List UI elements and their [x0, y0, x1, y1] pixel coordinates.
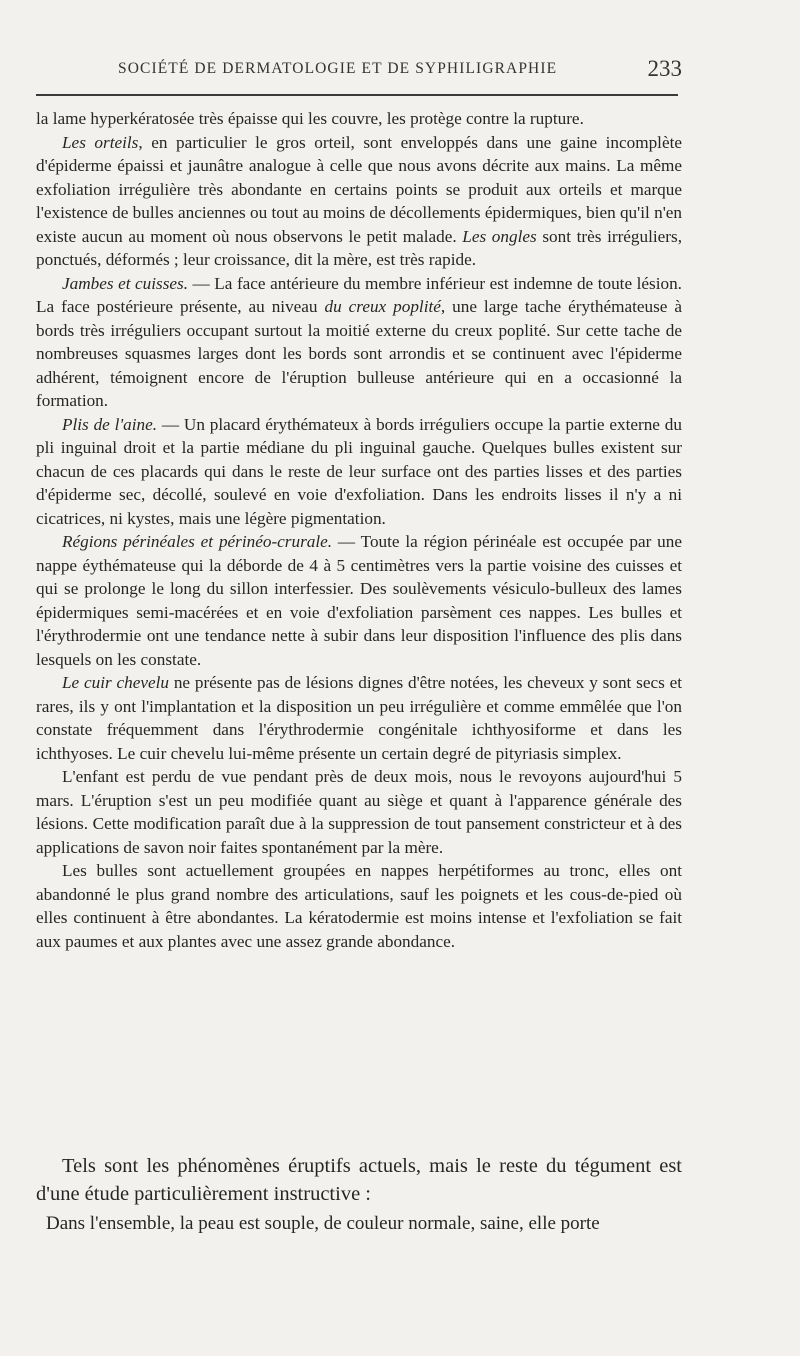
large-text-block: [36, 1152, 682, 1208]
paragraph-jambes: [36, 272, 682, 413]
paragraph-lead: Régions périnéales et périnéo-crurale.: [62, 532, 333, 551]
header-rule: [36, 94, 678, 96]
paragraph-emphasis: du creux poplité: [324, 297, 441, 316]
paragraph-lead: Le cuir chevelu: [62, 673, 169, 692]
paragraph-aine: [36, 413, 682, 531]
running-head: [36, 58, 682, 88]
paragraph-text: ne présente pas de lésions dignes d'être notées, les cheveux y sont secs et rares, ils y ont l'implantation et la disposition un peu irrégulière et comme emmêlée que l'on constate fréquemment dans l'érythrodermie congénitale ichthyosiforme et dans les ichthyoses. Le cuir chevelu lui-même présente un certain degré de pityriasis simplex.: [36, 673, 682, 763]
paragraph-text: — Toute la région périnéale est occupée par une nappe éythémateuse qui la déborde de 4 à 5 centimètres vers la partie voisine des cuisses et qui se prolonge le long du sillon interfessier. Des soulèvements vésiculo-bulleux des lames épidermiques semi-macérées et en voie d'exfoliation parsèment ces nappes. Les bulles et l'érythrodermie ont une tendance nette à subir dans leur disposition l'influence des plis dans lesquels on les constate.: [36, 532, 682, 669]
page-number: 233: [647, 56, 682, 81]
paragraph-text: , en particulier le gros orteil, sont enveloppés dans une gaine incomplète d'épiderme épaissi et jaunâtre analogue à celle que nous avons décrite aux mains. La même exfoliation irrégulière très abondante en certains points se produit aux orteils et marque l'existence de bulles anciennes ou tout au moins de décollements épidermiques, bien qu'il n'en existe aucun au moment où nous observons le petit malade.: [36, 132, 683, 246]
paragraph-lead: Jambes et cuisses.: [62, 273, 189, 293]
body-text: [36, 107, 682, 953]
paragraph-continuation: la lame hyperkératosée très épaisse qui les couvre, les protège contre la rupture.: [36, 109, 584, 128]
paragraph-phenomenes: Tels sont les phénomènes éruptifs actuels, mais le reste du tégument est d'une étude particulièrement instructive :: [36, 1155, 682, 1205]
paragraph-text: sont très irréguliers, ponctués, déformés ; leur croissance, dit la mère, est très rapide.: [36, 226, 682, 269]
paragraph-text: — Un placard érythémateux à bords irréguliers occupe la partie externe du pli inguinal droit et la partie médiane du pli inguinal gauche. Quelques bulles existent sur chacun de ces placards qui dans le reste de leur surface ont des parties lisses et des parties d'épiderme sec, décollé, soulevé en voie d'exfoliation. Dans les endroits lisses il n'y a ni cicatrices, ni kystes, mais une légère pigmentation.: [36, 414, 682, 528]
paragraph-bulles: Les bulles sont actuellement groupées en nappes herpétiformes au tronc, elles ont abandonné le plus grand nombre des articulations, sauf les poignets et les cous-de-pied où elles continuent à être abondantes. La kératodermie est moins intense et l'exfoliation se fait aux paumes et aux plantes avec une assez grande abondance.: [36, 861, 682, 951]
paragraph-orteils: [36, 131, 682, 272]
paragraph-cuir-chevelu: [36, 671, 682, 765]
paragraph-perineales: [36, 530, 682, 671]
paragraph-ensemble: Dans l'ensemble, la peau est souple, de couleur normale, saine, elle porte: [46, 1213, 600, 1234]
final-line-block: [36, 1210, 682, 1238]
paragraph-lead: Plis de l'aine.: [62, 414, 158, 434]
paragraph-lead: Les orteils: [62, 132, 139, 152]
paragraph-emphasis: Les ongles: [462, 226, 537, 246]
paragraph-text: , une large tache érythémateuse à bords très irréguliers occupant surtout la moitié externe du creux poplité. Sur cette tache de nombreuses squasmes larges dont les bords sont arrondis et se continuent avec l'épiderme adhérent, témoignent encore de l'éruption bulleuse antérieure qui en a occasionné la formation.: [36, 297, 682, 410]
running-title: SOCIÉTÉ DE DERMATOLOGIE ET DE SYPHILIGRAPHIE: [118, 60, 558, 77]
paragraph-enfant: L'enfant est perdu de vue pendant près de deux mois, nous le revoyons aujourd'hui 5 mars. L'éruption s'est un peu modifiée quant au siège et quant à l'apparence générale des lésions. Cette modification paraît due à la suppression de tout pansement constricteur et à des applications de savon noir faites spontanément par la mère.: [36, 767, 682, 857]
paragraph-text: — La face antérieure du membre inférieur est indemne de toute lésion. La face postérieure présente, au niveau: [36, 273, 682, 316]
